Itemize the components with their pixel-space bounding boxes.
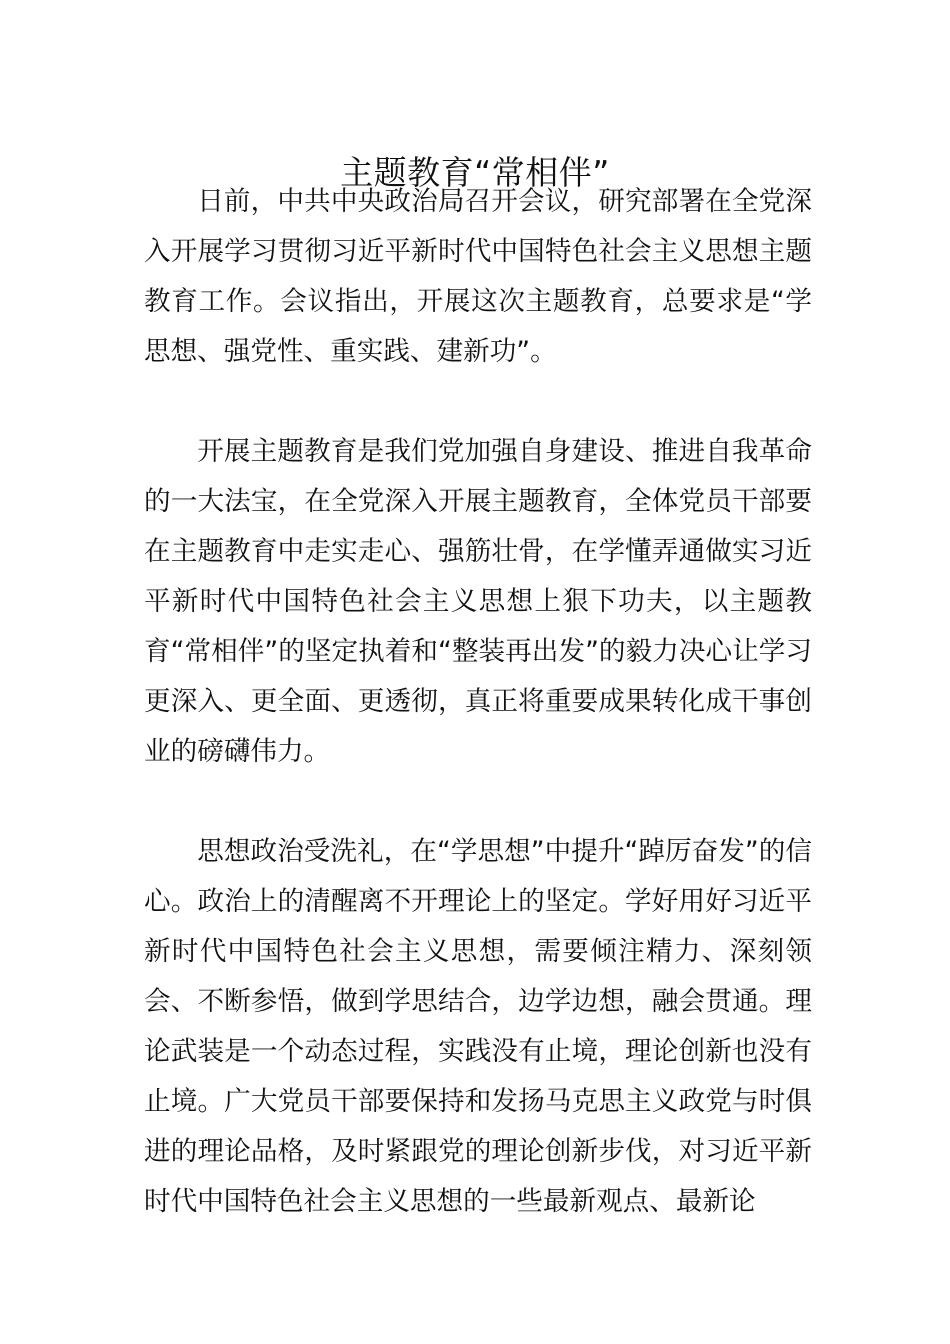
paragraph-1: 日前，中共中央政治局召开会议，研究部署在全党深入开展学习贯彻习近平新时代中国特色社会主义思想主题教育工作。会议指出，开展这次主题教育，总要求是“学思想、强党性、重实践、建新功”。 xyxy=(144,186,812,367)
paragraph-3: 思想政治受洗礼，在“学思想”中提升“踔厉奋发”的信心。政治上的清醒离不开理论上的坚定。学好用好习近平新时代中国特色社会主义思想，需要倾注精力、深刻领会、不断参悟，做到学思结合，边学边想，融会贯通。理论武装是一个动态过程，实践没有止境，理论创新也没有止境。广大党员干部要保持和发扬马克思主义政党与时俱进的理论品格，及时紧跟党的理论创新步伐，对习近平新时代中国特色社会主义思想的一些最新观点、最新论 xyxy=(144,836,812,1217)
paragraph-2: 开展主题教育是我们党加强自身建设、推进自我革命的一大法宝，在全党深入开展主题教育，全体党员干部要在主题教育中走实走心、强筋壮骨，在学懂弄通做实习近平新时代中国特色社会主义思想上狠下功夫，以主题教育“常相伴”的坚定执着和“整装再出发”的毅力决心让学习更深入、更全面、更透彻，真正将重要成果转化成干事创业的磅礴伟力。 xyxy=(144,436,812,767)
paragraph-spacer xyxy=(144,377,812,427)
document-title: 主题教育“常相伴” xyxy=(340,153,610,193)
paragraph-spacer xyxy=(144,777,812,827)
document-body xyxy=(144,177,812,1227)
